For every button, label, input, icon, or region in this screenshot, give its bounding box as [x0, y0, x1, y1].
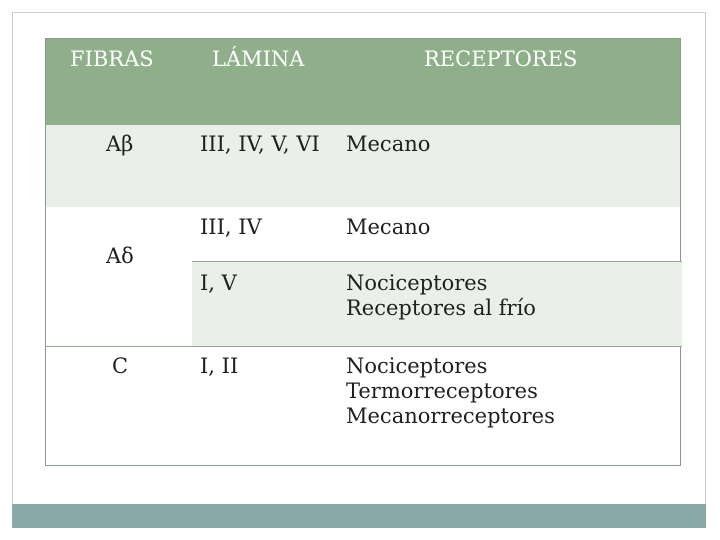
row-abeta-fibra: Aβ — [106, 132, 134, 156]
row-adelta-fibra: Aδ — [106, 244, 134, 268]
row-adelta-receptores-1: Mecano — [346, 215, 431, 239]
row-adelta-receptores-2: Nociceptores Receptores al frío — [346, 271, 536, 320]
row-divider — [192, 261, 682, 262]
header-receptores: RECEPTORES — [424, 47, 578, 71]
row-adelta-lamina-2: I, V — [200, 271, 237, 295]
fiber-table — [45, 38, 681, 466]
row-adelta-lamina-1: III, IV — [200, 215, 262, 239]
row-abeta-lamina: III, IV, V, VI — [200, 132, 320, 156]
row-c-lamina: I, II — [200, 354, 239, 378]
header-lamina: LÁMINA — [212, 47, 305, 71]
header-fibras: FIBRAS — [70, 47, 154, 71]
row-c-receptores: Nociceptores Termorreceptores Mecanorreceptores — [346, 354, 555, 428]
row-abeta-receptores: Mecano — [346, 132, 431, 156]
footer-bar — [12, 504, 706, 528]
row-c-fibra: C — [112, 354, 129, 378]
row-divider — [46, 346, 682, 347]
